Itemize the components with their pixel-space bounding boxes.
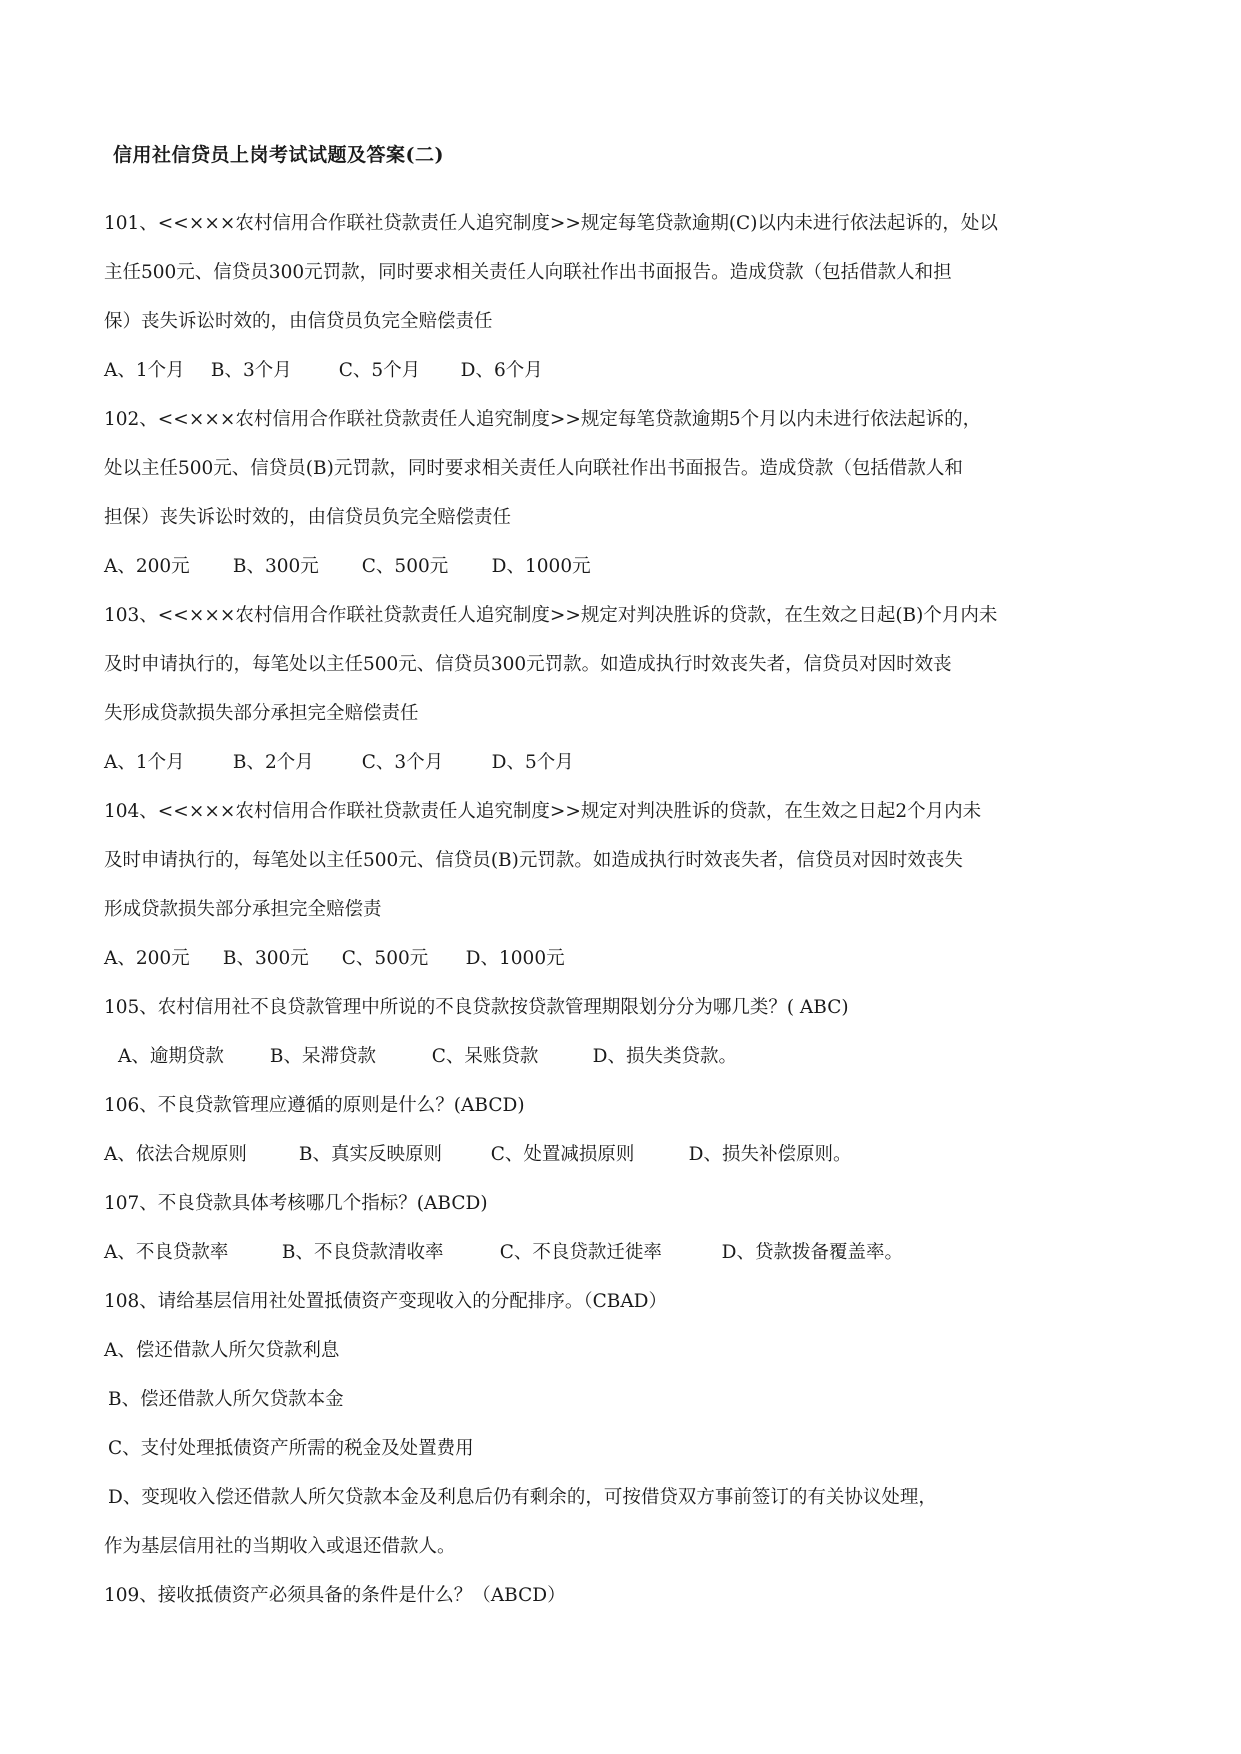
option-row (104, 1228, 1079, 1277)
question-text-line: 105、农村信用社不良贷款管理中所说的不良贷款按贷款管理期限划分分为哪几类？( ABC) (104, 997, 849, 1018)
option-a: A、200元 (104, 948, 190, 969)
option-row (104, 1130, 1079, 1179)
question-text-line: 保）丧失诉讼时效的，由信贷员负完全赔偿责任 (104, 311, 493, 332)
question-104 (104, 787, 1079, 983)
option-d: D、1000元 (491, 556, 591, 577)
question-text-line: 107、不良贷款具体考核哪几个指标？(ABCD) (104, 1193, 488, 1214)
question-102 (104, 395, 1079, 591)
document-title: 信用社信贷员上岗考试试题及答案(二) (113, 144, 444, 166)
question-text-line: 104、<<×××农村信用合作联社贷款责任人追究制度>>规定对判决胜诉的贷款，在生效之日起2个月内未 (104, 801, 982, 822)
option-a: A、逾期贷款 (118, 1046, 224, 1067)
option-d: D、损失类贷款。 (592, 1046, 738, 1067)
option-d: D、贷款拨备覆盖率。 (721, 1242, 904, 1263)
option-c: C、3个月 (361, 752, 444, 773)
question-105 (104, 983, 1079, 1081)
question-text-line: 102、<<×××农村信用合作联社贷款责任人追究制度>>规定每笔贷款逾期5个月以内未进行依法起诉的， (104, 409, 982, 430)
option-d: D、6个月 (460, 360, 543, 381)
option-c: C、500元 (341, 948, 429, 969)
question-text-line: 形成贷款损失部分承担完全赔偿责 (104, 899, 382, 920)
question-109 (104, 1571, 1079, 1620)
question-text-line: 处以主任500元、信贷员(B)元罚款，同时要求相关责任人向联社作出书面报告。造成贷款（包括借款人和 (104, 458, 963, 479)
option-row (104, 934, 1079, 983)
option-a: A、不良贷款率 (104, 1242, 229, 1263)
question-text-line: 主任500元、信贷员300元罚款，同时要求相关责任人向联社作出书面报告。造成贷款（包括借款人和担 (104, 262, 952, 283)
option-d: D、损失补偿原则。 (688, 1144, 852, 1165)
option-c: C、500元 (361, 556, 449, 577)
option-a: A、200元 (104, 556, 190, 577)
option-c: C、5个月 (338, 360, 421, 381)
answer-item-b: B、偿还借款人所欠贷款本金 (108, 1389, 344, 1410)
option-b: B、300元 (232, 556, 319, 577)
question-101 (104, 199, 1079, 395)
question-text-line: 103、<<×××农村信用合作联社贷款责任人追究制度>>规定对判决胜诉的贷款，在生效之日起(B)个月内未 (104, 605, 998, 626)
option-a: A、依法合规原则 (104, 1144, 247, 1165)
option-d: D、5个月 (491, 752, 574, 773)
question-text-line: 及时申请执行的，每笔处以主任500元、信贷员(B)元罚款。如造成执行时效丧失者，信贷员对因时效丧失 (104, 850, 963, 871)
option-row (104, 738, 1079, 787)
option-d: D、1000元 (465, 948, 565, 969)
option-c: C、处置减损原则 (490, 1144, 635, 1165)
answer-item-a: A、偿还借款人所欠贷款利息 (104, 1340, 340, 1361)
question-106 (104, 1081, 1079, 1179)
question-108 (104, 1277, 1079, 1571)
question-text-line: 109、接收抵债资产必须具备的条件是什么？（ABCD） (104, 1585, 566, 1606)
option-b: B、2个月 (232, 752, 314, 773)
option-row (104, 542, 1079, 591)
question-103 (104, 591, 1079, 787)
option-b: B、真实反映原则 (298, 1144, 442, 1165)
question-text-line: 101、<<×××农村信用合作联社贷款责任人追究制度>>规定每笔贷款逾期(C)以内未进行依法起诉的，处以 (104, 213, 998, 234)
option-c: C、呆账贷款 (431, 1046, 539, 1067)
question-text-line: 及时申请执行的，每笔处以主任500元、信贷员300元罚款。如造成执行时效丧失者，信贷员对因时效丧 (104, 654, 952, 675)
option-c: C、不良贷款迁徙率 (499, 1242, 662, 1263)
question-107 (104, 1179, 1079, 1277)
option-row (104, 1032, 1079, 1081)
option-b: B、不良贷款清收率 (281, 1242, 444, 1263)
answer-item-d: D、变现收入偿还借款人所欠贷款本金及利息后仍有剩余的，可按借贷双方事前签订的有关协议处理， (108, 1487, 937, 1508)
option-a: A、1个月 (104, 360, 185, 381)
option-b: B、呆滞贷款 (269, 1046, 376, 1067)
question-text-line: 106、不良贷款管理应遵循的原则是什么？(ABCD) (104, 1095, 525, 1116)
option-row (104, 346, 1079, 395)
question-text-line: 担保）丧失诉讼时效的，由信贷员负完全赔偿责任 (104, 507, 512, 528)
document-body (104, 199, 1079, 1620)
option-a: A、1个月 (104, 752, 185, 773)
question-text-line: 108、请给基层信用社处置抵债资产变现收入的分配排序。（CBAD） (104, 1291, 668, 1312)
option-b: B、300元 (222, 948, 309, 969)
question-text-line: 失形成贷款损失部分承担完全赔偿责任 (104, 703, 419, 724)
answer-item-c: C、支付处理抵债资产所需的税金及处置费用 (108, 1438, 474, 1459)
option-b: B、3个月 (210, 360, 292, 381)
answer-item-d-continued: 作为基层信用社的当期收入或退还借款人。 (104, 1536, 456, 1557)
